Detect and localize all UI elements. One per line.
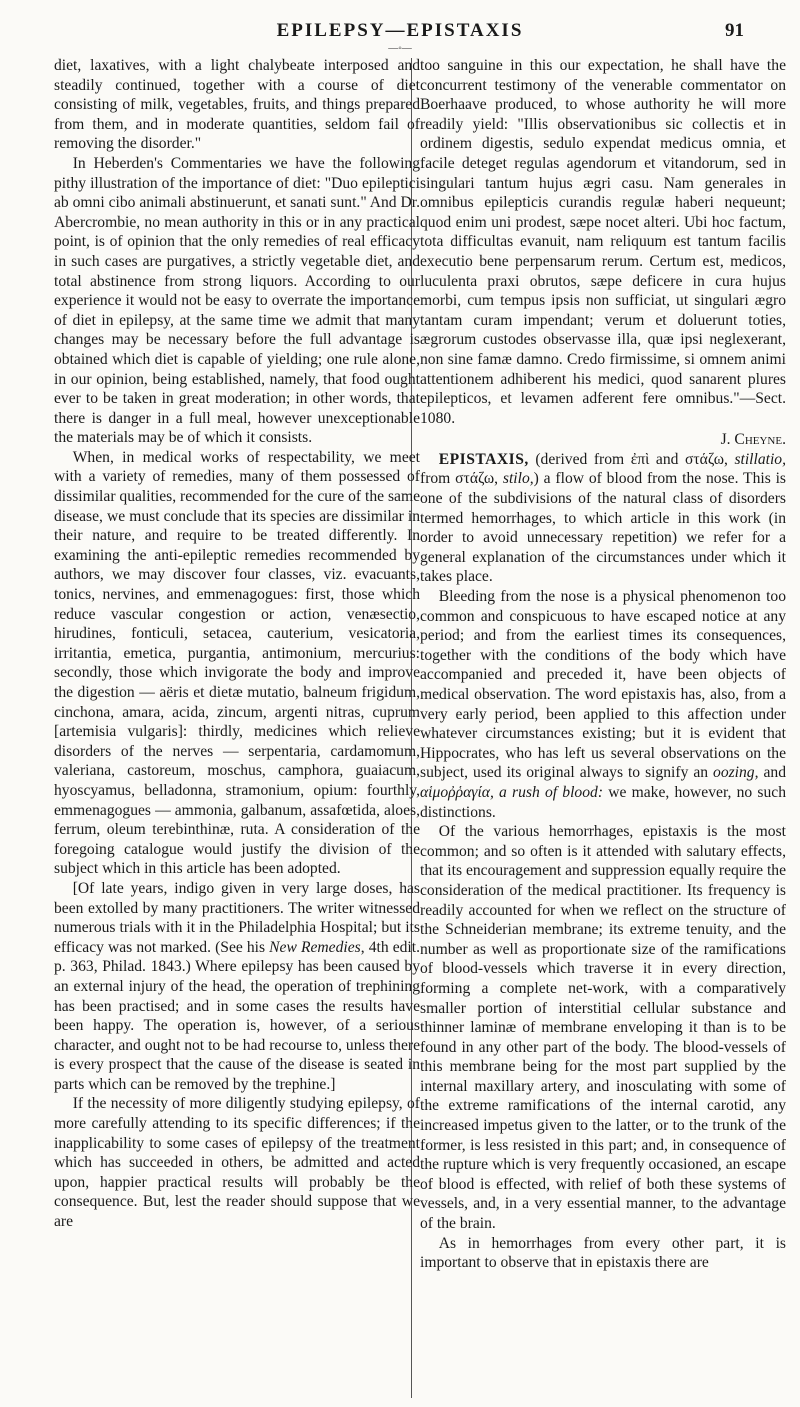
- italic-term: αἱμοῤῥαγία, a rush of blood:: [420, 783, 604, 801]
- running-title: EPILEPSY—EPISTAXIS: [276, 20, 524, 41]
- paragraph-text: ) a flow of blood from the nose. This is one of the subdivisions of the natural class of disorders termed hemorrhages, to which article in this work (in order to avoid unnecessary repetition) we refer for a general explanation of the circumstances under which it takes place.: [420, 470, 786, 586]
- entry-term: EPISTAXIS,: [438, 450, 529, 468]
- paragraph-text: Bleeding from the nose is a physical phenomenon too common and conspicuous to have escaped notice at any period; and from the earliest times its consequences, together with the conditions of the body which have accompanied and preceded it, have been objects of medical observation. The word epistaxis has, also, from a very early period, been applied to this affection under whatever circumstances existing; but it is evident that Hippocrates, who has left us several observations on the subject, used its original always to signify an: [420, 588, 786, 782]
- right-column: [420, 56, 786, 1273]
- paragraph: [420, 587, 786, 822]
- paragraph: When, in medical works of respectability, we meet with a variety of remedies, many of them possessed of dissimilar qualities, recommended for the cure of the same disease, we must conclude that its species are dissimilar in their nature, and require to be treated differently. In examining the anti-epileptic remedies recommended by authors, we may discover four classes, viz. evacuants, tonics, nervines, and emmenagogues: first, those which reduce vascular congestion or action, venæsectio, hirudines, fonticuli, setacea, cauterium, vesicatoria, irritantia, emetica, purgantia, antimonium, mercurius: secondly, those which invigorate the body and improve the digestion — aëris et dietæ mutatio, balneum frigidum, cinchona, amara, acida, zincum, argenti nitras, cuprum [artemisia vulgaris]: thirdly, medicines which relieve disorders of the nerves — serpentaria, cardamomum, valeriana, castoreum, moschus, camphora, guaiacum, hyoscyamus, belladonna, stramonium, opium: fourthly, emmenagogues — ammonia, galbanum, assafœtida, aloes, ferrum, oleum terebinthinæ, ruta. A consideration of the foregoing catalogue would justify the division of the subject which in this article has been adopted.: [54, 448, 420, 878]
- latin-term: stilo,: [502, 470, 534, 488]
- paragraph: diet, laxatives, with a light chalybeate interposed and steadily continued, together with a course of diet consisting of milk, vegetables, fruits, and things prepared from them, and in moderate quantities, seldom fail of removing the disorder.": [54, 57, 420, 153]
- paragraph-text: , 4th edit. p. 363, Philad. 1843.) Where epilepsy has been caused by an external injury of the head, the operation of trephining has been practised; and in some cases the results have been happy. The operation is, however, of a serious character, and ought not to be had recourse to, unless there is every prospect that the cause of the disease is seated in parts which can be removed by the trephine.]: [54, 938, 420, 1093]
- header-ornament: —◦—: [388, 43, 412, 54]
- italic-term: oozing,: [713, 764, 759, 782]
- paragraph-text: we make, however, no such distinctions.: [420, 783, 786, 821]
- paragraph-text: [Of late years, indigo given in very large doses, has been extolled by many practitioners. The writer witnessed numerous trials with it in the Philadelphia Hospital; but its efficacy was not marked. (See his: [54, 879, 420, 956]
- paragraph-text: (derived from ἐπὶ and στάζω,: [528, 450, 735, 468]
- paragraph: If the necessity of more diligently studying epilepsy, of more carefully attending to its specific differences; if the inapplicability to some cases of epilepsy of the treatment which has succeeded in others, be admitted and acted upon, happier practical results will probably be the consequence. But, lest the reader should suppose that we are: [54, 1095, 420, 1231]
- paragraph: [420, 450, 786, 587]
- paragraph: In Heberden's Commentaries we have the following pithy illustration of the importance of diet: "Duo epileptici ab omni cibo animali abstinuerunt, et sanati sunt." And Dr. Abercrombie, no mean authority in this or in any practical point, is of opinion that the only remedies of real efficacy in such cases are purgatives, a strictly vegetable diet, and total abstinence from strong liquors. According to our experience it would not be easy to overrate the importance of diet in epilepsy, at the same time we admit that many changes may be necessary before the full advantage is obtained which diet is capable of yielding; one rule alone, in our opinion, being established, namely, that food ought ever to be taken in great moderation; in other words, that there is danger in a full meal, however unexceptionable the materials may be of which it consists.: [54, 154, 420, 447]
- book-title: New Remedies: [269, 938, 361, 956]
- latin-term: stillatio,: [734, 450, 786, 468]
- page-header: [0, 14, 800, 54]
- paragraph-text: and: [758, 764, 786, 782]
- left-column: [54, 56, 420, 1232]
- paragraph-text: from στάζω,: [420, 470, 503, 488]
- author-signature: J. Cheyne.: [720, 431, 786, 449]
- paragraph: Of the various hemorrhages, epistaxis is the most common; and so often is it attended with salutary effects, that its encouragement and suppression equally require the consideration of the medical practitioner. Its frequency is readily accounted for when we reflect on the structure of the Schneiderian membrane; its extreme tenuity, and the number as well as proportionate size of the ramifications of blood-vessels which traverse it in every direction, forming a complete net-work, with a comparatively smaller portion of interstitial cellular substance and thinner laminæ of membrane enveloping it than is to be found in any other part of the body. The blood-vessels of this membrane being for the most part supplied by the internal maxillary artery, and inosculating with some of the extreme ramifications of the internal carotid, any increased impetus given to the latter, or to the trunk of the former, is less resisted in this part; and, in consequence of the rupture which is very frequently occasioned, an escape of blood is effected, with relief of both these systems of vessels, and, in a very essential manner, to the advantage of the brain.: [420, 823, 786, 1233]
- paragraph: [54, 879, 420, 1095]
- paragraph: too sanguine in this our expectation, he shall have the concurrent testimony of the venerable commentator on Boerhaave produced, to whose authority he will more readily yield: "Illis observationibus sic collectis et in ordinem digestis, sedulo expendat medicus omnia, et facile deteget regulas agendorum et vitandorum, sed in singulari tantum hujus ægri casu. Nam generales in omnibus epilepticis curandis regulæ haberi nequeunt; quod enim uni prodest, sæpe nocet alteri. Ubi hoc factum, tota difficultas evanuit, nam reliquum est tantum facilis executio bene perpensarum rerum. Certum est, medicos, luculenta praxi obrutos, sæpe deficere in cura hujus morbi, cum tempus ipsis non sufficiat, ut singulari ægro tantam curam impendant; verum et doluerunt toties, ægrorum custodes observasse illa, quæ ipsi neglexerant, non sine famæ damno. Credo firmissime, si omnem animi attentionem adhiberent his medici, quod sanarent plures epilepticos, et levamen adferent fere omnibus."—Sect. 1080.: [420, 57, 786, 427]
- paragraph: As in hemorrhages from every other part, it is important to observe that in epistaxis there are: [420, 1234, 786, 1272]
- page-number: 91: [725, 20, 744, 41]
